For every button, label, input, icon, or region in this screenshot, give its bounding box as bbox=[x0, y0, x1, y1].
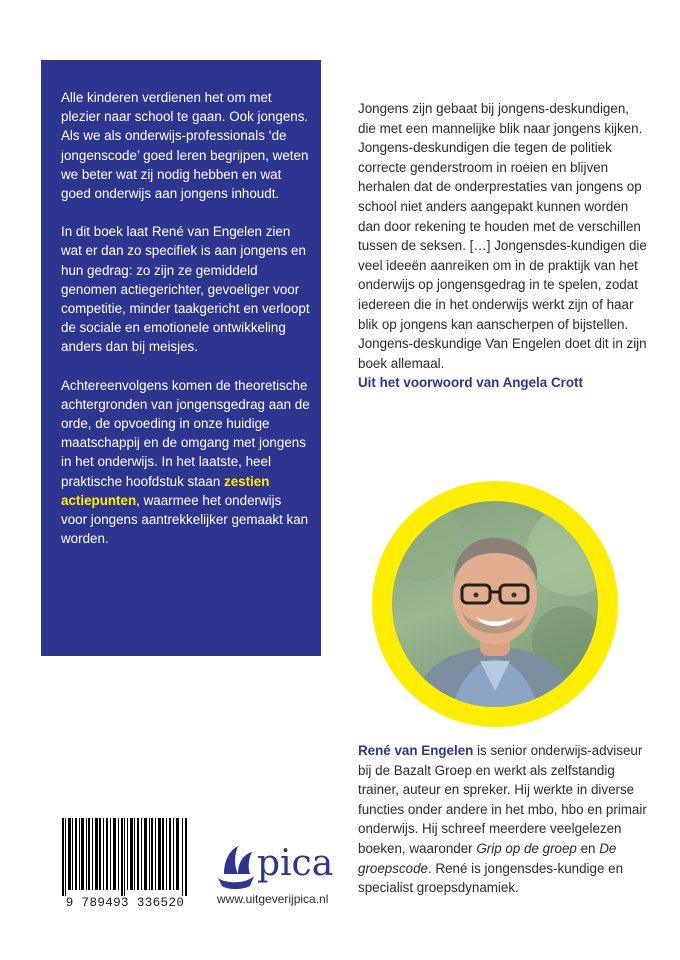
author-bio bbox=[358, 741, 648, 898]
author-photo bbox=[392, 501, 598, 707]
bio-text-1: is senior onderwijs-adviseur bij de Bazalt Groep en werkt als zelfstandig trainer, auteur en spreker. Hij werkte in diverse functies onder andere in het mbo, hbo en primair onderwijs. Hij schreef meerdere veelgelezen boeken, waaronder bbox=[358, 743, 647, 856]
highlight-action-points: zestien actiepunten bbox=[61, 473, 270, 508]
isbn-barcode bbox=[62, 818, 187, 896]
blurb-paragraph-2: In dit boek laat René van Engelen zien wat er dan zo specifiek is aan jongens en hun gedrag: zo zijn ze gemiddeld genomen actiegerichter, gevoeliger voor competitie, minder taakgericht en verloopt de sociale en emotionele ontwikkeling anders dan bij meisjes. bbox=[61, 224, 310, 355]
blurb-paragraph-3-end: , waarmee het onderwijs voor jongens aantrekkelijker gemaakt kan worden. bbox=[61, 492, 309, 547]
bio-text bbox=[358, 741, 648, 898]
isbn-number: 9 789493 336520 bbox=[65, 896, 185, 910]
bio-text-2: en bbox=[576, 840, 600, 856]
book-title-2: De groepscode bbox=[358, 840, 617, 876]
publisher-logo-name: pica bbox=[257, 843, 334, 884]
author-photo-ring bbox=[372, 481, 618, 727]
quote-text: Jongens zijn gebaat bij jongens-deskundigen, die met een mannelijke blik naar jongens kijken. Jongens-deskundigen die tegen de politiek correcte genderstroom in roeien en blijven herhalen dat de onderprestaties van jongens op school niet anders aangepakt kunnen worden dan door rekening te houden met de verschillen tussen de seksen. […] Jongensdes-kundigen die veel ideeën aanreiken om in de praktijk van het onderwijs op jongensgedrag in te spelen, zodat iedereen die in het onderwijs werkt zijn of haar blik op jongens kan aanscherpen of bijstellen. Jongens-deskundige Van Engelen doet dit in zijn boek allemaal. bbox=[358, 101, 647, 371]
quote-attribution: Uit het voorwoord van Angela Crott bbox=[358, 375, 583, 391]
blurb-text bbox=[61, 88, 311, 567]
bio-text-3: . René is jongensdes-kundige en specialist groepsdynamiek. bbox=[358, 860, 624, 896]
blurb-paragraph-3-start: Achtereenvolgens komen de theoretische achtergronden van jongensgedrag aan de orde, de opvoeding in onze huidige maatschappij en de omgang met jongens in het onderwijs. In het laatste, heel praktische hoofdstuk staan bbox=[61, 377, 310, 489]
foreword-quote bbox=[358, 99, 648, 393]
author-name: René van Engelen bbox=[358, 743, 474, 758]
author-portrait-illustration bbox=[392, 501, 598, 707]
publisher-ship-icon bbox=[216, 842, 256, 892]
blurb-paragraph-1: Alle kinderen verdienen het om met plezier naar school te gaan. Ook jongens. Als we als onderwijs-professionals ‘de jongenscode’ goed leren begrijpen, weten we beter wat zij nodig hebben en wat goed onderwijs aan jongens inhoudt. bbox=[61, 90, 309, 202]
book-title-1: Grip op de groep bbox=[476, 840, 577, 856]
publisher-website[interactable]: www.uitgeverijpica.nl bbox=[217, 892, 329, 906]
blurb-paragraph-3 bbox=[61, 376, 311, 549]
